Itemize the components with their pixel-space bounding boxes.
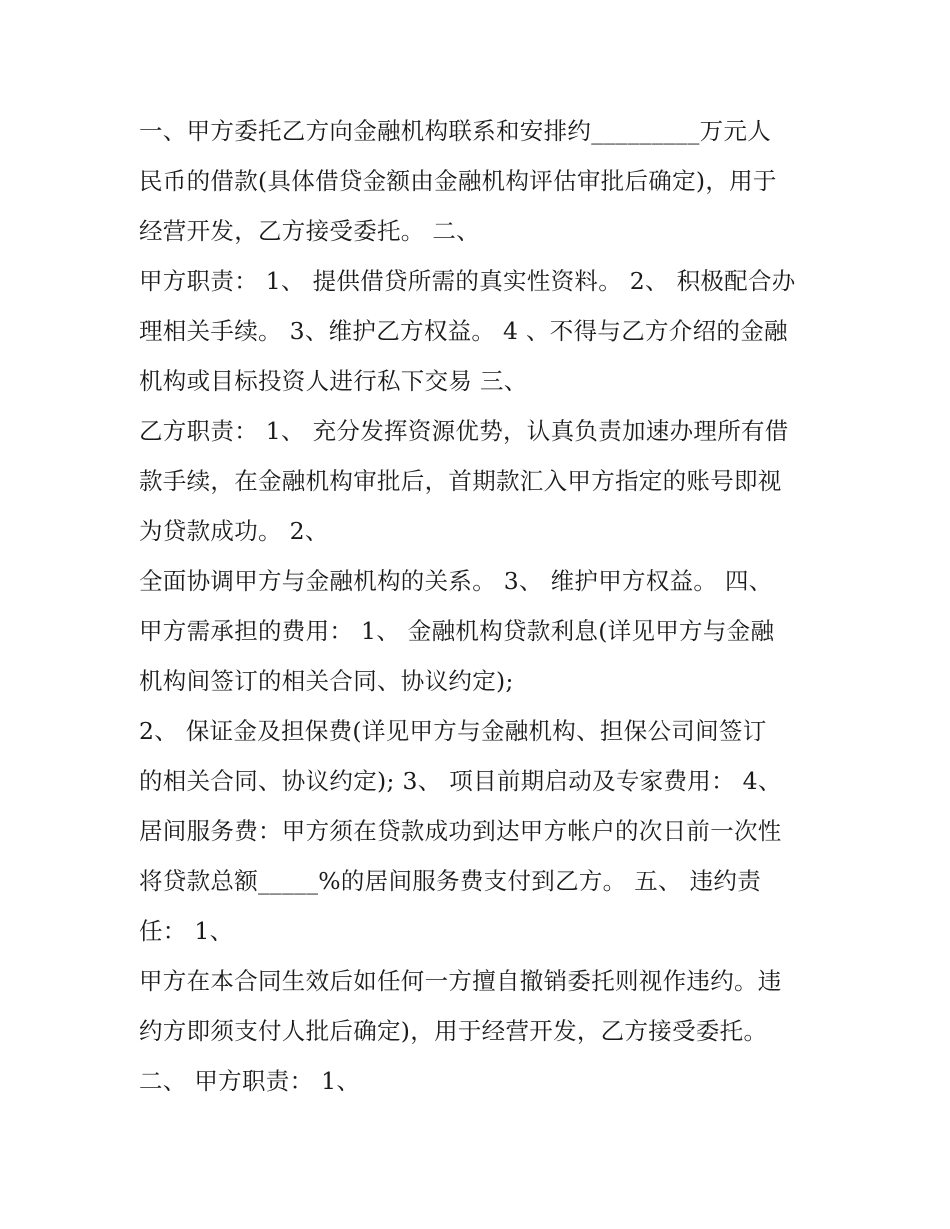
text-line-8: 款手续，在金融机构审批后，首期款汇入甲方指定的账号即视 (139, 467, 782, 495)
text-line-10: 全面协调甲方与金融机构的关系。 3、 维护甲方权益。 四、 (139, 567, 773, 595)
text-line-5: 理相关手续。 3、维护乙方权益。 4 、不得与乙方介绍的金融 (139, 317, 788, 345)
text-line-12: 机构间签订的相关合同、协议约定); (139, 667, 514, 695)
text-line-1: 一、甲方委托乙方向金融机构联系和安排约_________万元人 (139, 117, 772, 145)
text-line-13: 2、 保证金及担保费(详见甲方与金融机构、担保公司间签订 (139, 717, 767, 745)
text-line-18: 甲方在本合同生效后如任何一方擅自撤销委托则视作违约。违 (139, 967, 782, 995)
document-body (139, 106, 819, 1106)
text-line-6: 机构或目标投资人进行私下交易 三、 (139, 367, 528, 395)
text-line-9: 为贷款成功。 2、 (139, 517, 329, 545)
text-line-14: 的相关合同、协议约定); 3、 项目前期启动及专家费用： 4、 (139, 767, 782, 795)
text-line-4: 甲方职责： 1、 提供借贷所需的真实性资料。 2、 积极配合办 (139, 267, 796, 295)
text-line-16: 将贷款总额_____%的居间服务费支付到乙方。 五、 违约责 (139, 867, 762, 895)
text-line-3: 经营开发，乙方接受委托。 二、 (139, 217, 480, 245)
text-line-7: 乙方职责： 1、 充分发挥资源优势，认真负责加速办理所有借 (139, 417, 789, 445)
text-line-2: 民币的借款(具体借贷金额由金融机构评估审批后确定)，用于 (139, 167, 777, 195)
text-line-17: 任： 1、 (139, 917, 234, 945)
text-line-15: 居间服务费：甲方须在贷款成功到达甲方帐户的次日前一次性 (139, 817, 782, 845)
text-line-19: 约方即须支付人批后确定)，用于经营开发，乙方接受委托。 (139, 1017, 768, 1045)
text-line-11: 甲方需承担的费用： 1、 金融机构贷款利息(详见甲方与金融 (139, 617, 775, 645)
text-line-20: 二、 甲方职责： 1、 (139, 1067, 361, 1095)
